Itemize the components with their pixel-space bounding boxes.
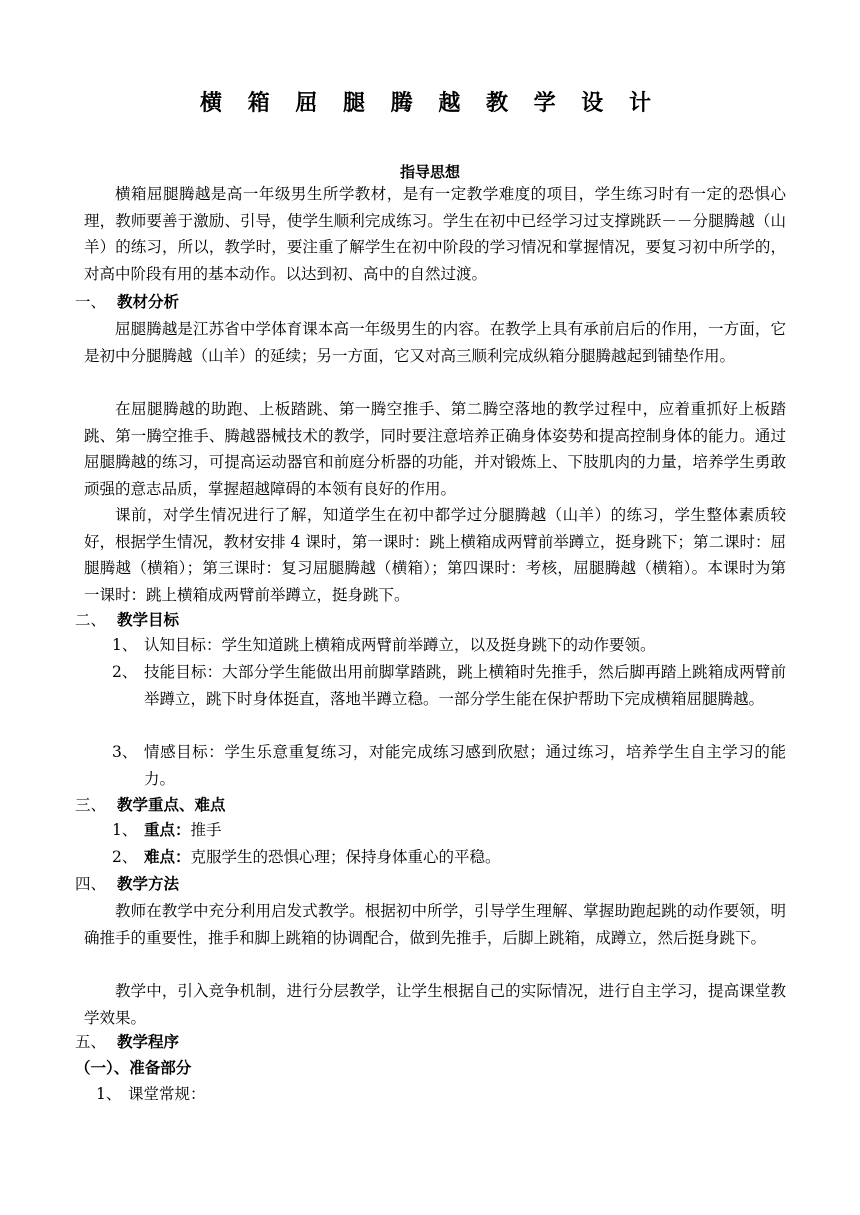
procedure-item [96,1081,786,1108]
key-point-item [112,817,786,844]
document-title: 横 箱 屈 腿 腾 越 教 学 设 计 [200,91,660,116]
goal-number: 3、 [112,743,138,761]
section-heading-teaching-procedure [75,1030,179,1054]
section-title: 教学重点、难点 [117,796,226,814]
goal-item [112,632,786,659]
goal-text: 情感目标：学生乐意重复练习，对能完成练习感到欣慰；通过练习，培养学生自主学习的能力。 [144,743,786,788]
section-heading-material-analysis [75,290,179,314]
procedure-text: 课堂常规： [128,1085,206,1103]
goal-number: 1、 [112,636,138,654]
guiding-heading: 指导思想 [399,163,460,181]
difficulty-item [112,844,786,871]
goal-item [112,659,786,712]
section-heading-key-points [75,793,226,817]
section-title: 教学方法 [117,875,180,893]
section-number: 四、 [75,875,107,893]
goal-item [112,739,786,792]
goal-text: 技能目标：大部分学生能做出用前脚掌踏跳，跳上横箱时先推手，然后脚再踏上跳箱成两臂前举蹲立，跳下时身体挺直，落地半蹲立稳。一部分学生能在保护帮助下完成横箱屈腿腾越。 [144,663,786,708]
procedure-number: 1、 [96,1085,122,1103]
material-paragraph-3: 课前，对学生情况进行了解，知道学生在初中都学过分腿腾越（山羊）的练习，学生整体素质较好，根据学生情况，教材安排 4 课时，第一课时：跳上横箱成两臂前举蹲立，挺身跳下；第二课时：屈腿腾越（横箱）；第三课时：复习屈腿腾越（横箱）；第四课时：考核，屈腿腾越（横箱）。本课时为第一课时：跳上横箱成两臂前举蹲立，挺身跳下。 [84,506,786,605]
section-number: 三、 [75,796,107,814]
section-number: 五、 [75,1033,107,1051]
subsection-number: （一）、 [75,1059,130,1077]
subsection-heading-preparation [75,1056,191,1080]
section-number: 二、 [75,611,107,629]
section-heading-teaching-goals [75,608,179,632]
key-point-number: 1、 [112,821,138,839]
key-point-label: 重点： [144,821,191,839]
goal-number: 2、 [112,663,138,681]
subsection-title: 准备部分 [129,1059,192,1077]
section-number: 一、 [75,293,107,311]
section-title: 教学目标 [117,611,180,629]
goal-text: 认知目标：学生知道跳上横箱成两臂前举蹲立，以及挺身跳下的动作要领。 [144,636,656,654]
methods-paragraph-1: 教师在教学中充分利用启发式教学。根据初中所学，引导学生理解、掌握助跑起跳的动作要领，明确推手的重要性，推手和脚上跳箱的协调配合，做到先推手，后脚上跳箱，成蹲立，然后挺身跳下。 [84,902,786,947]
section-title: 教材分析 [117,293,180,311]
difficulty-label: 难点： [144,848,191,866]
section-heading-teaching-methods [75,872,179,896]
difficulty-number: 2、 [112,848,138,866]
section-title: 教学程序 [117,1033,180,1051]
methods-paragraph-2: 教学中，引入竞争机制，进行分层教学，让学生根据自己的实际情况，进行自主学习，提高课堂教学效果。 [84,982,786,1027]
guiding-paragraph: 横箱屈腿腾越是高一年级男生所学教材，是有一定教学难度的项目，学生练习时有一定的恐惧心理，教师要善于激励、引导，使学生顺利完成练习。学生在初中已经学习过支撑跳跃－－分腿腾越（山羊）的练习，所以，教学时，要注重了解学生在初中阶段的学习情况和掌握情况，要复习初中所学的，对高中阶段有用的基本动作。以达到初、高中的自然过渡。 [84,185,786,284]
material-paragraph-2: 在屈腿腾越的助跑、上板踏跳、第一腾空推手、第二腾空落地的教学过程中，应着重抓好上板踏跳、第一腾空推手、腾越器械技术的教学，同时要注意培养正确身体姿势和提高控制身体的能力。通过屈腿腾越的练习，可提高运动器官和前庭分析器的功能，并对锻炼上、下肢肌肉的力量，培养学生勇敢顽强的意志品质，掌握超越障碍的本领有良好的作用。 [84,400,786,499]
difficulty-text: 克服学生的恐惧心理；保持身体重心的平稳。 [190,848,501,866]
material-paragraph-1: 屈腿腾越是江苏省中学体育课本高一年级男生的内容。在教学上具有承前启后的作用，一方面，它是初中分腿腾越（山羊）的延续；另一方面，它又对高三顺利完成纵箱分腿腾越起到铺垫作用。 [84,320,786,365]
key-point-text: 推手 [190,821,222,839]
